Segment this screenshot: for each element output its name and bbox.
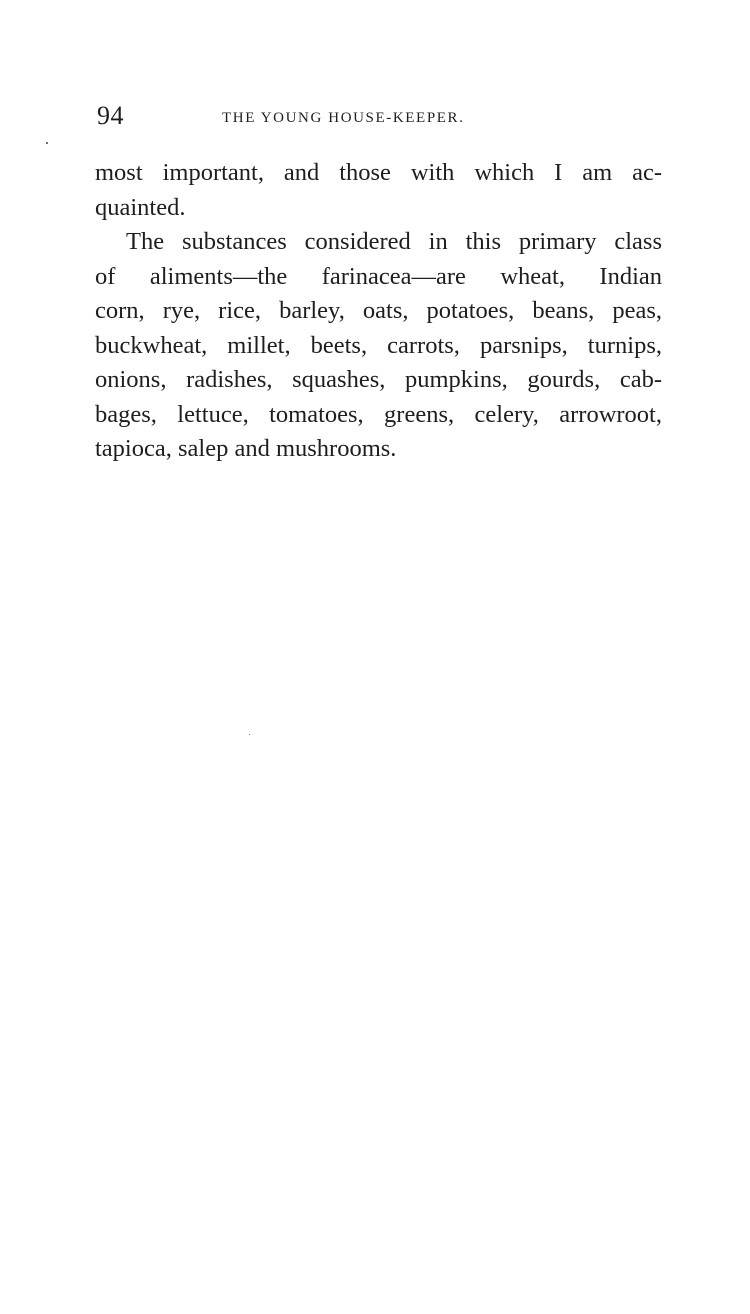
page-number: 94 <box>97 101 124 130</box>
text-line: most important, and those with which I am ac- <box>95 159 662 186</box>
text-line: buckwheat, millet, beets, carrots, parsnips, turnips, <box>95 331 662 359</box>
paragraph <box>95 225 662 467</box>
running-head: THE YOUNG HOUSE-KEEPER. <box>222 110 465 126</box>
text-line: bages, lettuce, tomatoes, greens, celery, arrowroot, <box>95 400 662 428</box>
text-line: quainted. <box>95 193 186 221</box>
ink-speck <box>46 142 48 144</box>
paragraph <box>95 156 662 225</box>
text-line: tapioca, salep and mushrooms. <box>95 435 397 462</box>
ink-speck <box>249 734 250 735</box>
text-line: corn, rye, rice, barley, oats, potatoes, beans, peas, <box>95 297 662 324</box>
text-line: onions, radishes, squashes, pumpkins, gourds, cab- <box>95 366 662 393</box>
body-text <box>95 156 662 467</box>
text-line: of aliments—the farinacea—are wheat, Indian <box>95 262 662 290</box>
text-line: The substances considered in this primary class <box>126 228 662 255</box>
